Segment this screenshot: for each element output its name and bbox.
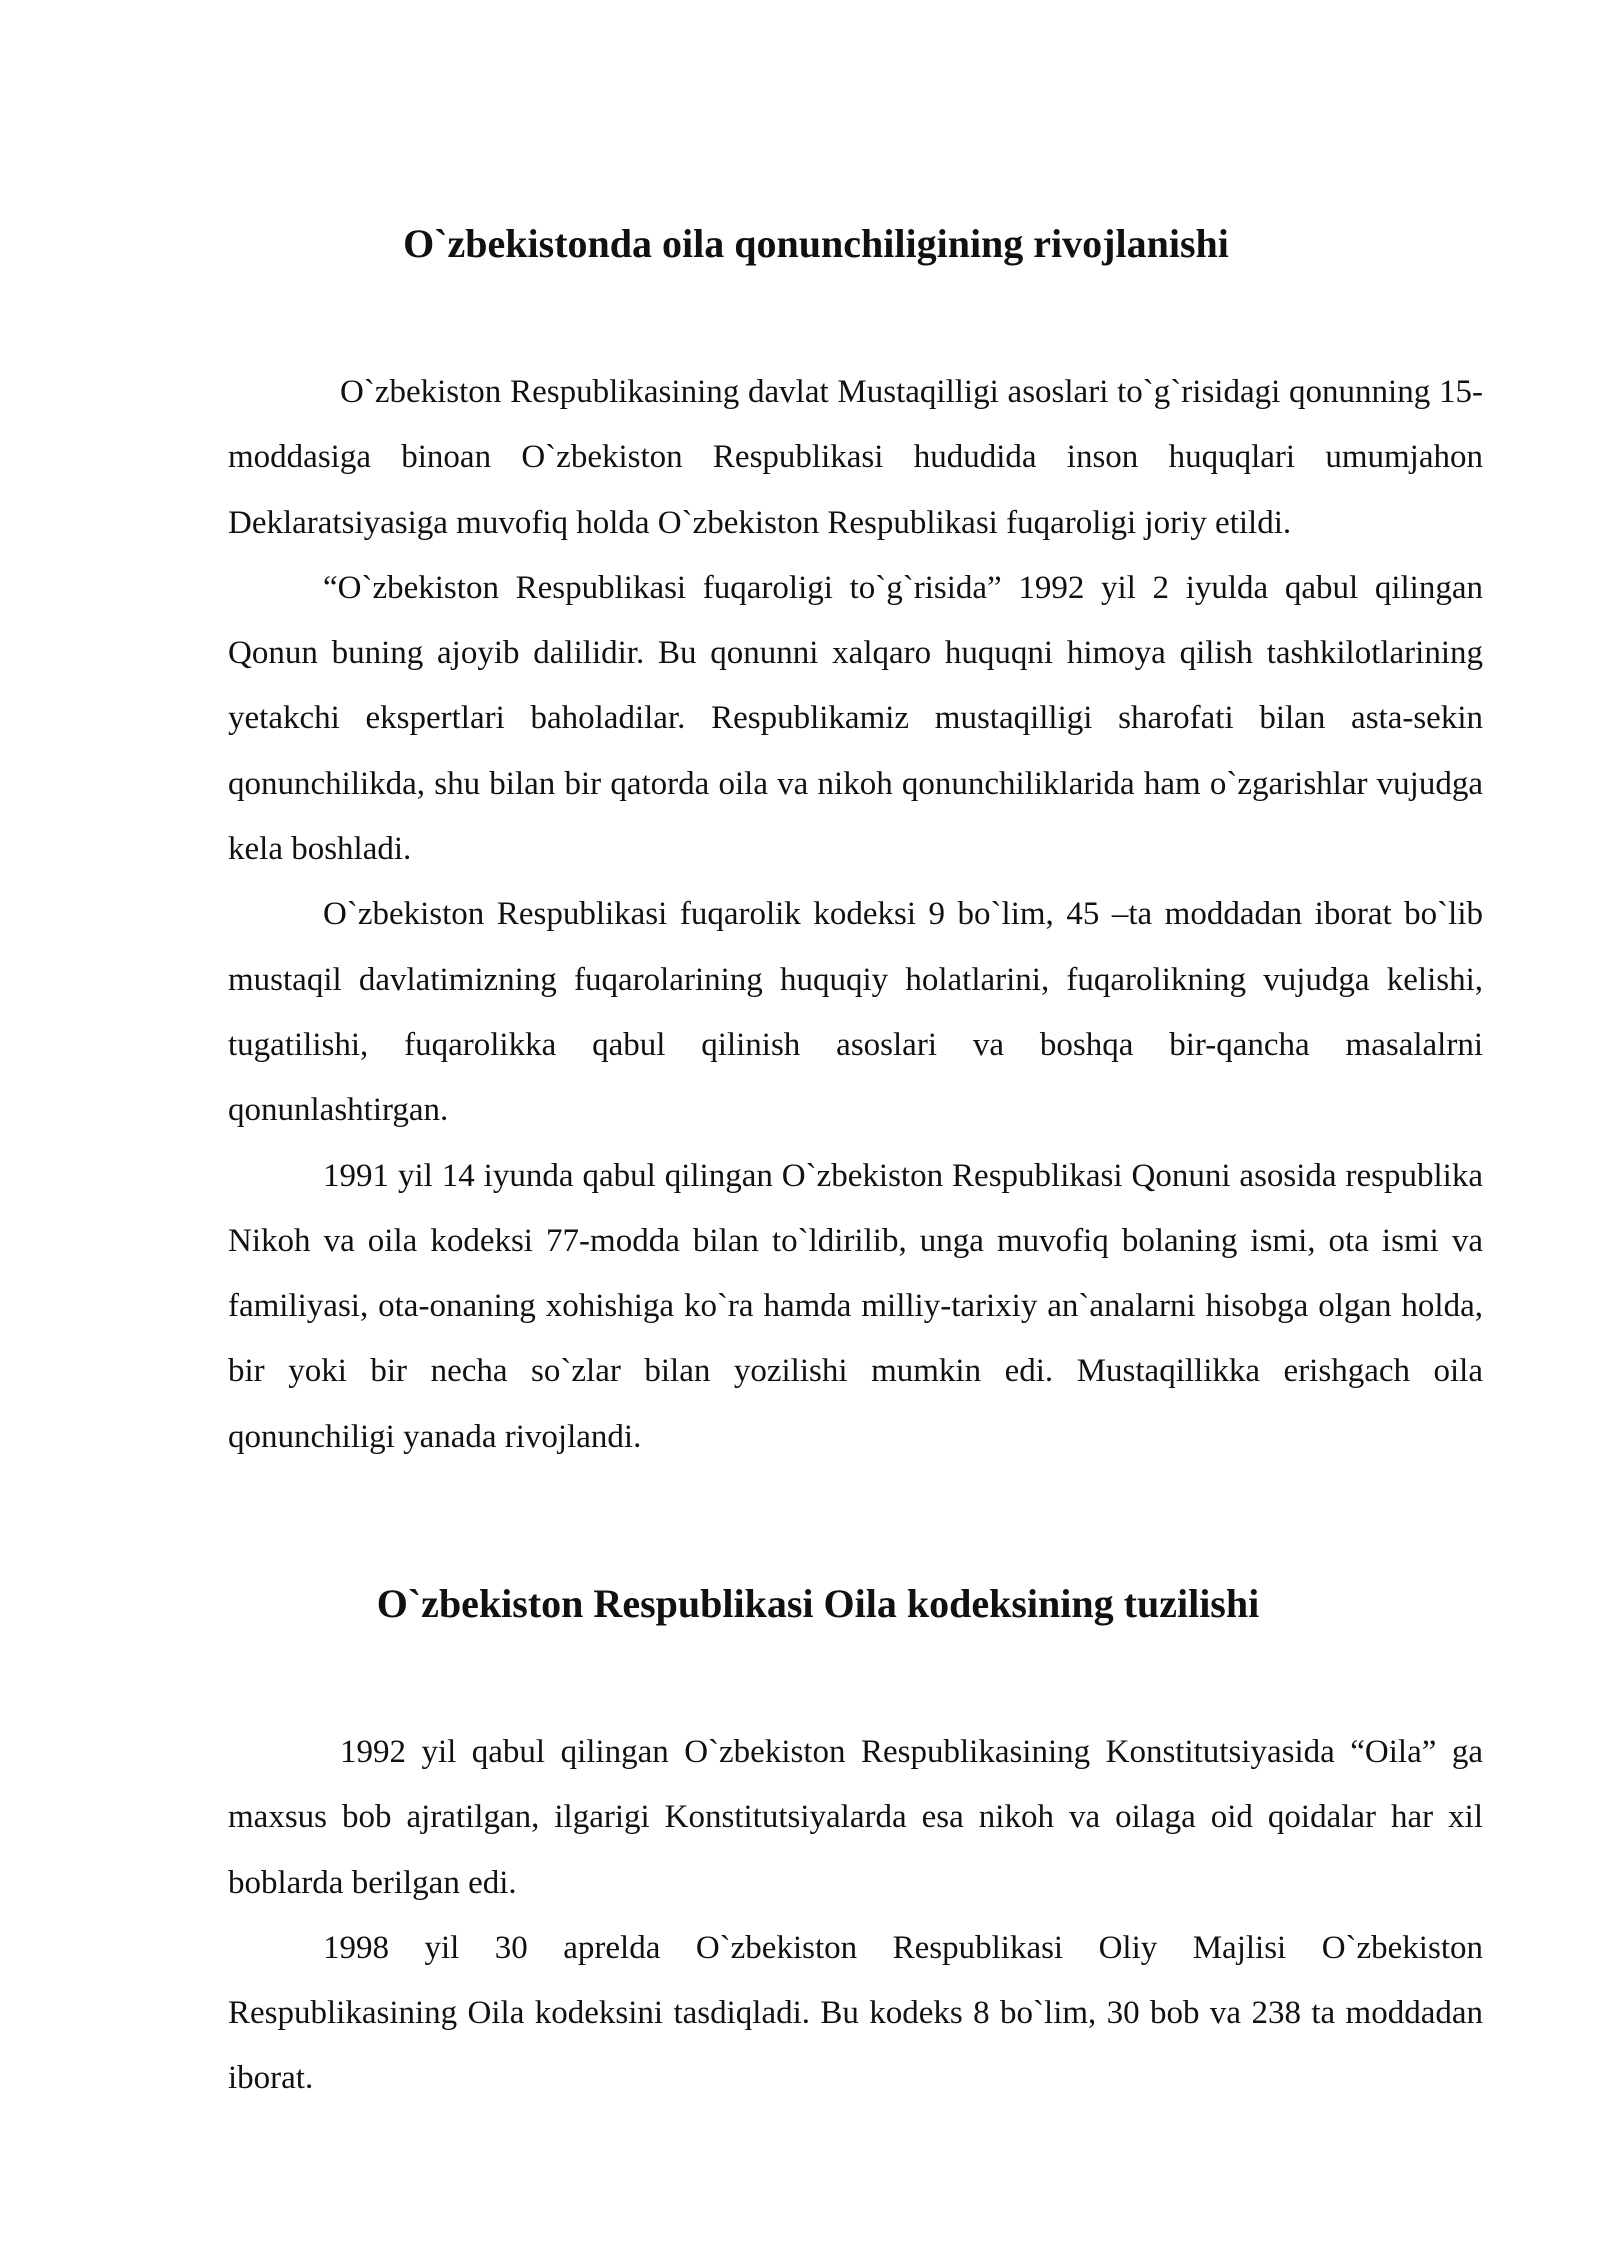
paragraph-citizenship-code: O`zbekiston Respublikasi fuqarolik kodeksi 9 bo`lim, 45 –ta moddadan iborat bo`lib mustaqil davlatimizning fuqarolarining huquqiy holatlarini, fuqarolikning vujudga kelishi, tugatilishi, fuqarolikka qabul qilinish asoslari va boshqa bir-qancha masalalrni qonunlashtirgan. bbox=[228, 896, 1483, 1129]
heading-family-code-structure: O`zbekiston Respublikasi Oila kodeksining tuzilishi bbox=[376, 1581, 1260, 1626]
paragraph-marriage-family-code-1991: 1991 yil 14 iyunda qabul qilingan O`zbekiston Respublikasi Qonuni asosida respublika Nikoh va oila kodeksi 77-modda bilan to`ldirilib, unga muvofiq bolaning ismi, ota ismi va familiyasi, ota-onaning xohishiga ko`ra hamda milliy-tarixiy an`analarni hisobga olgan holda, bir yoki bir necha so`zlar bilan yozilishi mumkin edi. Mustaqillikka erishgach oila qonunchiligi yanada rivojlandi. bbox=[228, 1157, 1483, 1455]
heading-family-law-development: O`zbekistonda oila qonunchiligining rivojlanishi bbox=[403, 221, 1229, 266]
section-family-law-development bbox=[228, 360, 1483, 1470]
section-family-code-structure bbox=[228, 1720, 1483, 2112]
paragraph-family-code-1998: 1998 yil 30 aprelda O`zbekiston Respublikasi Oliy Majlisi O`zbekiston Respublikasining Oila kodeksini tasdiqladi. Bu kodeks 8 bo`lim, 30 bob va 238 ta moddadan iborat. bbox=[228, 1929, 1483, 2097]
paragraph-citizenship-law-1992: “O`zbekiston Respublikasi fuqaroligi to`g`risida” 1992 yil 2 iyulda qabul qilingan Qonun buning ajoyib dalilidir. Bu qonunni xalqaro huquqni himoya qilish tashkilotlarining yetakchi ekspertlari baholadilar. Respublikamiz mustaqilligi sharofati bilan asta-sekin qonunchilikda, shu bilan bir qatorda oila va nikoh qonunchiliklarida ham o`zgarishlar vujudga kela boshladi. bbox=[228, 569, 1483, 868]
paragraph-citizenship-introduced: O`zbekiston Respublikasining davlat Mustaqilligi asoslari to`g`risidagi qonunning 15-moddasiga binoan O`zbekiston Respublikasi hududida inson huquqlari umumjahon Deklaratsiyasiga muvofiq holda O`zbekiston Respublikasi fuqaroligi joriy etildi. bbox=[228, 374, 1483, 541]
paragraph-constitution-1992: 1992 yil qabul qilingan O`zbekiston Respublikasining Konstitutsiyasida “Oila” ga maxsus bob ajratilgan, ilgarigi Konstitutsiyalarda esa nikoh va oilaga oid qoidalar har xil boblarda berilgan edi. bbox=[228, 1734, 1483, 1901]
